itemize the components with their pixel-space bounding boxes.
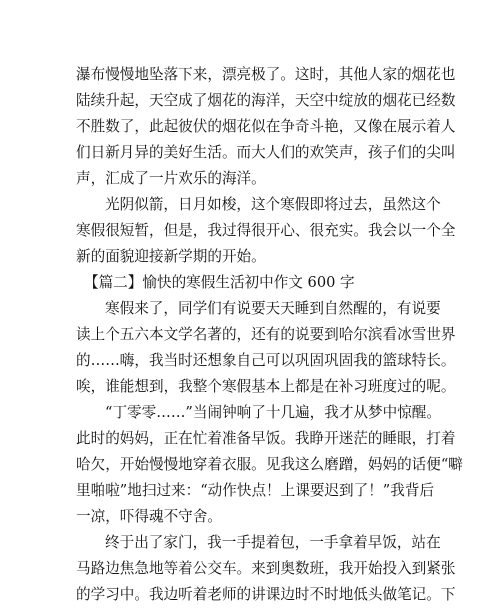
text-line: 陆续升起，天空成了烟花的海洋，天空中绽放的烟花已经数 [76,92,456,109]
paragraph-start-line: “丁零零……”当闹钟响了十几遍，我才从梦中惊醒。 [105,404,441,421]
text-line: 里啪啦”地扫过来：“动作快点！上课要迟到了！”我背后 [76,482,435,499]
text-line: 声，汇成了一片欢乐的海洋。 [76,170,266,187]
paragraph-start-line: 终于出了家门，我一手提着包，一手拿着早饭，站在 [105,534,441,551]
text-line: 的学习中。我边听着老师的讲课边时不时地低头做笔记。下 [76,586,456,603]
text-line: 哈欠，开始慢慢地穿着衣服。见我这么磨蹭，妈妈的话便“噼 [76,456,463,473]
text-line: 新的面貌迎接新学期的开始。 [76,248,266,265]
text-line: 读上个五六本文学名著的，还有的说要到哈尔滨看冰雪世界 [76,326,456,343]
text-line: 一凉，吓得魂不守舍。 [76,508,222,525]
text-line: 唉，谁能想到，我整个寒假基本上都是在补习班度过的呢。 [76,378,456,395]
paragraph-start-line: 光阴似箭，日月如梭，这个寒假即将过去，虽然这个 [105,196,441,213]
article-body [76,62,463,608]
text-line: 马路边焦急地等着公交车。来到奥数班，我开始投入到紧张 [76,560,456,577]
text-line: 此时的妈妈，正在忙着准备早饭。我睁开迷茫的睡眼，打着 [76,430,456,447]
text-line: 们日新月异的美好生活。而大人们的欢笑声，孩子们的尖叫 [76,144,456,161]
paragraph-start-line: 寒假来了，同学们有说要天天睡到自然醒的，有说要 [105,300,441,317]
text-line: 寒假很短暂，但是，我过得很开心、很充实。我会以一个全 [76,222,456,239]
text-line: 的……嗨，我当时还想象自己可以巩固巩固我的篮球特长。 [76,352,456,369]
text-line: 瀑布慢慢地坠落下来，漂亮极了。这时，其他人家的烟花也 [76,66,456,83]
text-line: 不胜数了，此起彼伏的烟花似在争奇斗艳，又像在展示着人 [76,118,456,135]
section-heading: 【篇二】愉快的寒假生活初中作文 600 字 [84,274,355,291]
